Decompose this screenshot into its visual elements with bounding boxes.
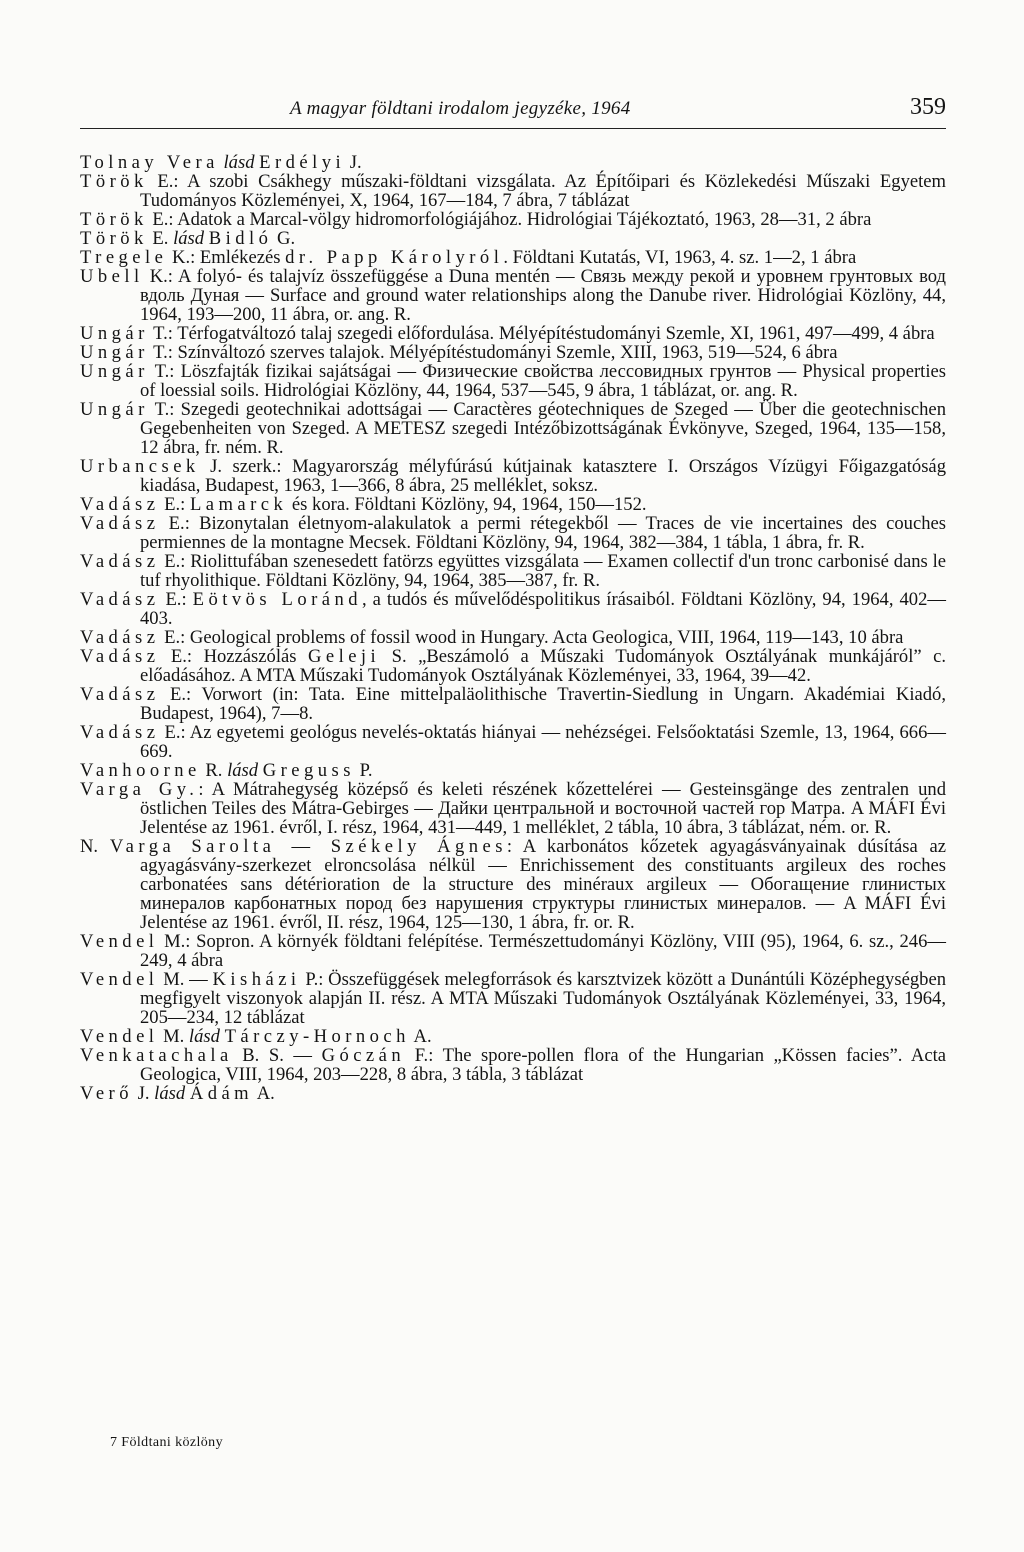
cross-reference: lásd xyxy=(223,152,255,173)
bibliography-entry xyxy=(80,210,946,229)
bibliography-entry xyxy=(80,552,946,590)
bibliography-entry xyxy=(80,590,946,628)
author-name: Venkatachala xyxy=(80,1045,233,1066)
entry-text: B. S. — xyxy=(232,1045,322,1066)
author-name: Ádám xyxy=(189,1083,254,1104)
author-name: dr. Papp Károlyról xyxy=(285,247,504,268)
entry-text: S. „Beszámoló a Műszaki Tudományok Osztályának munkájáról” c. előadásához. A MTA Műszaki Tudományok Osztályának Közleményei, 33, 1964, 39—42. xyxy=(140,646,946,686)
bibliography-entry xyxy=(80,685,946,723)
author-name: Vadász xyxy=(80,627,160,648)
bibliography-entry xyxy=(80,343,946,362)
author-name: Geleji xyxy=(307,646,381,667)
entry-text: A. xyxy=(253,1083,275,1104)
entry-text: E.: Hozzászólás xyxy=(159,646,308,667)
author-name: Bidló xyxy=(208,228,273,249)
bibliography-entry xyxy=(80,761,946,780)
entry-text: R. xyxy=(200,760,228,781)
cross-reference: lásd xyxy=(173,228,205,249)
entry-text: és kora. Földtani Közlöny, 94, 1964, 150—152. xyxy=(287,494,647,515)
entry-text: E.: Adatok a Marcal-völgy hidromorfológiájához. Hidrológiai Tájékoztató, 1963, 28—31, 2 ábra xyxy=(147,209,872,230)
entry-text: M. xyxy=(158,1026,189,1047)
author-name: Ungár xyxy=(80,342,149,363)
author-name: Greguss xyxy=(262,760,355,781)
bibliography-entry xyxy=(80,780,946,837)
entry-text: P.: Összefüggések melegforrások és karsztvizek között a Dunántúli Középhegységben megfigyelt viszonyok alapján II. rész. A MTA Műszaki Tudományok Osztályának Közleményei, 33, 1964, 205—234, 12 táblázat xyxy=(140,969,946,1028)
author-name: Vanhoorne xyxy=(80,760,201,781)
entry-text: E.: Az egyetemi geológus nevelés-oktatás hiányai — nehézségei. Felsőoktatási Szemle, 13, 1964, 666—669. xyxy=(140,722,946,762)
author-name: Török xyxy=(80,171,148,192)
author-name: Eötvös Loránd xyxy=(192,589,362,610)
author-name: Tregele xyxy=(80,247,168,268)
author-name: Vadász xyxy=(80,722,160,743)
bibliography-entry xyxy=(80,647,946,685)
bibliography-entry xyxy=(80,362,946,400)
entry-text: T.: Löszfajták fizikai sajátságai — Физические свойства лессовидных грунтов — Physical properties of loessial soils. Hidrológiai Közlöny, 44, 1964, 537—545, 9 ábra, 1 táblázat, or. ang. R. xyxy=(140,361,946,401)
bibliography-entry xyxy=(80,514,946,552)
author-name: Lamarck xyxy=(189,494,288,515)
running-header xyxy=(80,90,946,129)
entry-text: M. — xyxy=(158,969,213,990)
author-name: Verő xyxy=(80,1083,133,1104)
bibliography-entry xyxy=(80,153,946,172)
bibliography-entry xyxy=(80,628,946,647)
author-name: Vadász xyxy=(80,513,160,534)
entry-text: E.: Riolittufában szenesedett fatörzs együttes vizsgálata — Examen collectif d'un tronc carbonisé dans le tuf rhyolithique. Földtani Közlöny, 94, 1964, 385—387, fr. R. xyxy=(140,551,946,591)
cross-reference: lásd xyxy=(227,760,259,781)
author-name: Vendel xyxy=(80,969,159,990)
entry-text: F.: The spore-pollen flora of the Hungarian „Kössen facies”. Acta Geologica, VIII, 1964, 203—228, 8 ábra, 3 tábla, 3 táblázat xyxy=(140,1045,946,1085)
entry-text: K.: A folyó- és talajvíz összefüggése a Duna mentén — Связь между рекой и уровнем грунтовых вод вдоль Дуная — Surface and ground water relationships along the Danube river. Hidrológiai Közlöny, 44, 1964, 193—200, 11 ábra, or. ang. R. xyxy=(140,266,946,325)
entry-text: T.: Szegedi geotechnikai adottságai — Caractères géotechniques de Szeged — Über die geotechnischen Gegebenheiten von Szeged. A METESZ szegedi Intézőbizottságának Évkönyve, Szeged, 1964, 135—158, 12 ábra, fr. ném. R. xyxy=(140,399,946,458)
entry-text: J. szerk.: Magyarország mélyfúrású kútjainak katasztere I. Országos Vízügyi Főigazgatóság kiadása, Budapest, 1963, 1—366, 8 ábra, 25 melléklet, soksz. xyxy=(140,456,946,496)
author-name: Varga Gy. xyxy=(80,779,199,800)
author-name: Kisházi xyxy=(212,969,301,990)
bibliography-entry xyxy=(80,229,946,248)
bibliography-entry xyxy=(80,837,946,932)
entry-text: E.: Vorwort (in: Tata. Eine mittelpaläolithische Travertin-Siedlung in Ungarn. Akadémiai Kiadó, Budapest, 1964), 7—8. xyxy=(140,684,946,724)
entry-text: N. xyxy=(80,836,110,857)
author-name: Ungár xyxy=(80,361,149,382)
author-name: Ubell xyxy=(80,266,144,287)
bibliography-list xyxy=(80,153,946,1103)
entry-text: , a tudós és művelődéspolitikus írásaiból. Földtani Közlöny, 94, 1964, 402—403. xyxy=(140,589,946,629)
bibliography-entry xyxy=(80,932,946,970)
author-name: Urbancsek xyxy=(80,456,200,477)
running-title: A magyar földtani irodalom jegyzéke, 1964 xyxy=(290,98,631,119)
bibliography-entry xyxy=(80,1027,946,1046)
cross-reference: lásd xyxy=(188,1026,220,1047)
bibliography-entry xyxy=(80,970,946,1027)
author-name: Vendel xyxy=(80,1026,159,1047)
cross-reference: lásd xyxy=(154,1083,186,1104)
entry-text: M.: Sopron. A környék földtani felépítése. Természettudományi Közlöny, VIII (95), 1964, 6. sz., 246—249, 4 ábra xyxy=(140,931,946,971)
bibliography-entry xyxy=(80,324,946,343)
author-name: Tolnay Vera xyxy=(80,152,219,173)
author-name: Tárczy-Hornoch xyxy=(224,1026,410,1047)
entry-text: T.: Térfogatváltozó talaj szegedi előfordulása. Mélyépítéstudományi Szemle, XI, 1961, 497—499, 4 ábra xyxy=(148,323,935,344)
author-name: Ungár xyxy=(80,323,149,344)
author-name: Vadász xyxy=(80,494,160,515)
bibliography-entry xyxy=(80,495,946,514)
entry-text: : A karbonátos kőzetek agyagásványainak dúsítása az agyagásvány-szerkezet elroncsolása nélkül — Enrichissement des constituants argileux des roches carbonatées sans détérioration de la structure des minéraux argileux — Обогащение глинистых минералов карбонатных пород без нарушения структуры глинистых минералов. — A MÁFI Évi Jelentése az 1961. évről, II. rész, 1964, 125—130, 1 ábra, fr. or. R. xyxy=(140,836,946,933)
bibliography-entry xyxy=(80,457,946,495)
page-number: 359 xyxy=(910,94,946,120)
author-name: Török xyxy=(80,209,148,230)
author-name: Vadász xyxy=(80,646,160,667)
entry-text: . Földtani Kutatás, VI, 1963, 4. sz. 1—2, 1 ábra xyxy=(503,247,857,268)
entry-text: E. xyxy=(147,228,174,249)
bibliography-entry xyxy=(80,248,946,267)
entry-text: E.: Geological problems of fossil wood in Hungary. Acta Geologica, VIII, 1964, 119—143, 10 ábra xyxy=(159,627,904,648)
entry-text: : A Mátrahegység középső és keleti részének kőzettelérei — Gesteinsgänge des zentralen und östlichen Teiles des Mátra-Gebirges — Дайки центральной и восточной частей гор Матра. A MÁFI Évi Jelentése az 1961. évről, I. rész, 1964, 431—449, 1 melléklet, 2 tábla, 10 ábra, 3 táblázat, ném. or. R. xyxy=(140,779,946,838)
bibliography-entry xyxy=(80,723,946,761)
author-name: Vendel xyxy=(80,931,159,952)
entry-text: E.: xyxy=(159,589,193,610)
bibliography-entry xyxy=(80,1084,946,1103)
entry-text: E.: A szobi Csákhegy műszaki-földtani vizsgálata. Az Építőipari és Közlekedési Műszaki Egyetem Tudományos Közleményei, X, 1964, 167—184, 7 ábra, 7 táblázat xyxy=(140,171,946,211)
bibliography-entry xyxy=(80,267,946,324)
bibliography-entry xyxy=(80,1046,946,1084)
author-name: Ungár xyxy=(80,399,149,420)
author-name: Vadász xyxy=(80,551,160,572)
entry-text: E.: xyxy=(159,494,190,515)
entry-text: A. xyxy=(409,1026,432,1047)
bibliography-entry xyxy=(80,172,946,210)
entry-text: E.: Bizonytalan életnyom-alakulatok a permi rétegekből — Traces de vie incertaines des couches permiennes de la montagne Mecsek. Földtani Közlöny, 94, 1964, 382—384, 1 tábla, 1 ábra, fr. R. xyxy=(140,513,946,553)
entry-text: T.: Színváltozó szerves talajok. Mélyépítéstudományi Szemle, XIII, 1963, 519—524, 6 ábra xyxy=(148,342,838,363)
footer-signature: 7 Földtani közlöny xyxy=(110,1435,223,1450)
entry-text: K.: Emlékezés xyxy=(167,247,286,268)
author-name: Erdélyi xyxy=(259,152,346,173)
author-name: Varga Sarolta — Székely Ágnes xyxy=(109,836,507,857)
author-name: Vadász xyxy=(80,589,160,610)
entry-text: G. xyxy=(272,228,296,249)
entry-text: J. xyxy=(132,1083,155,1104)
author-name: Vadász xyxy=(80,684,160,705)
author-name: Török xyxy=(80,228,148,249)
entry-text: P. xyxy=(354,760,373,781)
entry-text: J. xyxy=(345,152,362,173)
bibliography-entry xyxy=(80,400,946,457)
author-name: Góczán xyxy=(321,1045,406,1066)
